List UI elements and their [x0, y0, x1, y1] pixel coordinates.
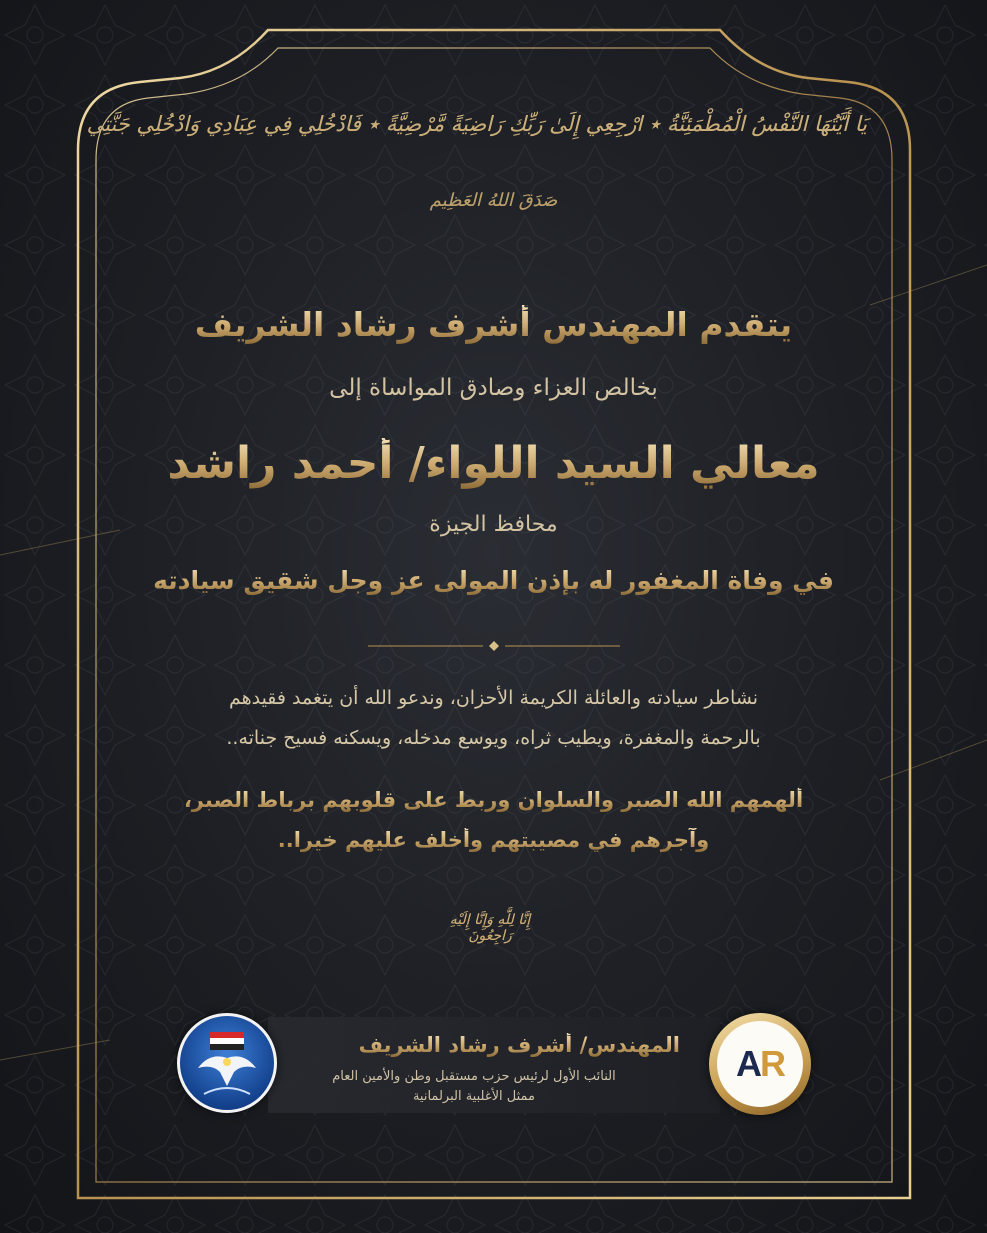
message-line-2: بالرحمة والمغفرة، ويطيب ثراه، ويوسع مدخله، ويسكنه فسيح جناته..	[226, 727, 761, 749]
calligraphy-emblem	[430, 873, 550, 983]
ar-logo-monogram	[717, 1021, 803, 1107]
intro-line: يتقدم المهندس أشرف رشاد الشريف	[120, 305, 867, 344]
ar-logo-letter-a: A	[736, 1043, 760, 1084]
honoree-position: محافظ الجيزة	[429, 512, 558, 537]
honoree-name: معالي السيد اللواء/ أحمد راشد	[120, 438, 867, 489]
condolences-line: بخالص العزاء وصادق المواساة إلى	[329, 375, 658, 401]
ar-logo-letter-r: R	[760, 1043, 784, 1084]
calligraphy-text: إِنَّا لِلَّهِ وَإِنَّا إِلَيْهِ رَاجِعُونَ	[430, 873, 550, 983]
ar-logo	[709, 1013, 811, 1115]
prayer-line-1: ألهمهم الله الصبر والسلوان وربط على قلوبهم برباط الصبر،	[120, 788, 867, 812]
signature-name: المهندس/ أشرف رشاد الشريف	[268, 1033, 680, 1057]
ornamental-divider	[368, 641, 620, 651]
eagle-icon	[180, 1016, 274, 1110]
verse-ending: صَدَقَ اللهُ العَظِيم	[120, 190, 867, 211]
quran-verse: يَا أَيَّتُهَا النَّفْسُ الْمُطْمَئِنَّةُ ٭ ارْجِعِي إِلَىٰ رَبِّكِ رَاضِيَةً مَّرْضِيَّةً ٭ فَادْخُلِي فِي عِبَادِي وَادْخُلِي جَنَّتِي	[86, 112, 867, 136]
party-eagle-logo	[177, 1013, 277, 1113]
signature-role-line-2: ممثل الأغلبية البرلمانية	[412, 1089, 536, 1104]
passing-line: في وفاة المغفور له بإذن المولى عز وجل شقيق سيادته	[120, 566, 867, 595]
prayer-line-2: وآجرهم في مصيبتهم وأخلف عليهم خيرا..	[120, 828, 867, 852]
message-line-1: نشاطر سيادته والعائلة الكريمة الأحزان، وندعو الله أن يتغمد فقيدهم	[228, 687, 759, 709]
signature-role-line-1: النائب الأول لرئيس حزب مستقبل وطن والأمين العام	[332, 1069, 616, 1084]
